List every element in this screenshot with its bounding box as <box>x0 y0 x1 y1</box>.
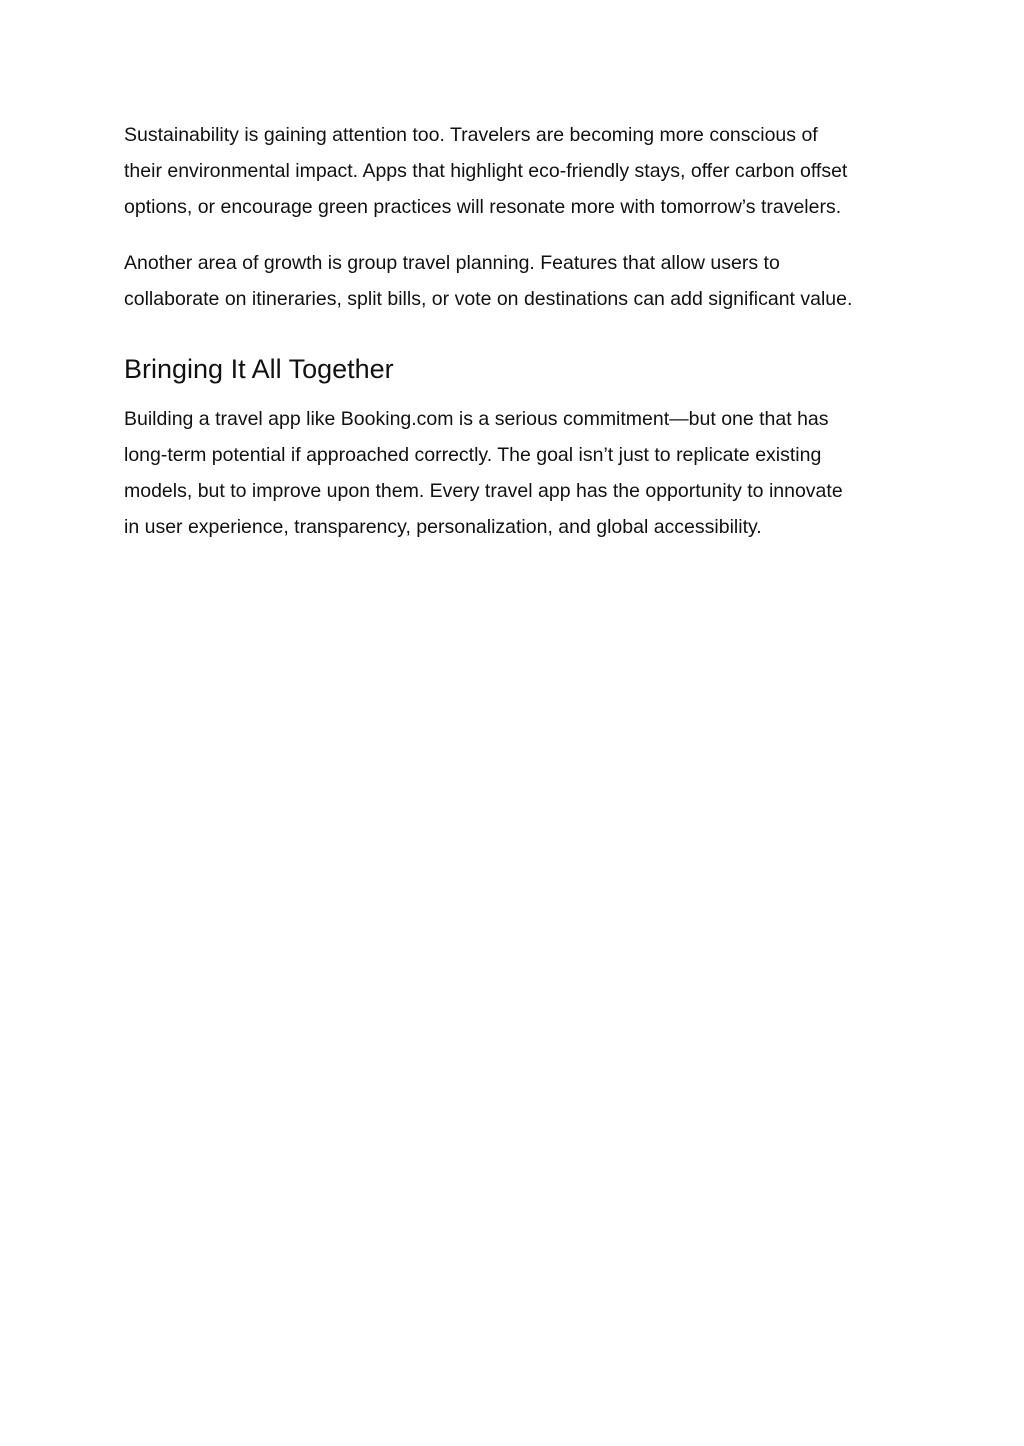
paragraph-conclusion <box>124 401 904 545</box>
text-line: in user experience, transparency, personalization, and global accessibility. <box>124 516 762 538</box>
paragraph-sustainability <box>124 117 904 225</box>
paragraph-group-travel <box>124 245 904 317</box>
text-line: collaborate on itineraries, split bills, or vote on destinations can add significant value. <box>124 288 853 310</box>
text-line: long-term potential if approached correctly. The goal isn’t just to replicate existing <box>124 444 822 466</box>
text-line: options, or encourage green practices will resonate more with tomorrow’s travelers. <box>124 196 842 218</box>
text-line: Sustainability is gaining attention too. Travelers are becoming more conscious of <box>124 124 818 146</box>
section-heading: Bringing It All Together <box>124 354 394 384</box>
text-line: Another area of growth is group travel planning. Features that allow users to <box>124 252 780 274</box>
text-line: Building a travel app like Booking.com is a serious commitment—but one that has <box>124 408 829 430</box>
text-line: their environmental impact. Apps that highlight eco-friendly stays, offer carbon offset <box>124 160 848 182</box>
text-line: models, but to improve upon them. Every travel app has the opportunity to innovate <box>124 480 843 502</box>
document-body <box>124 117 904 545</box>
